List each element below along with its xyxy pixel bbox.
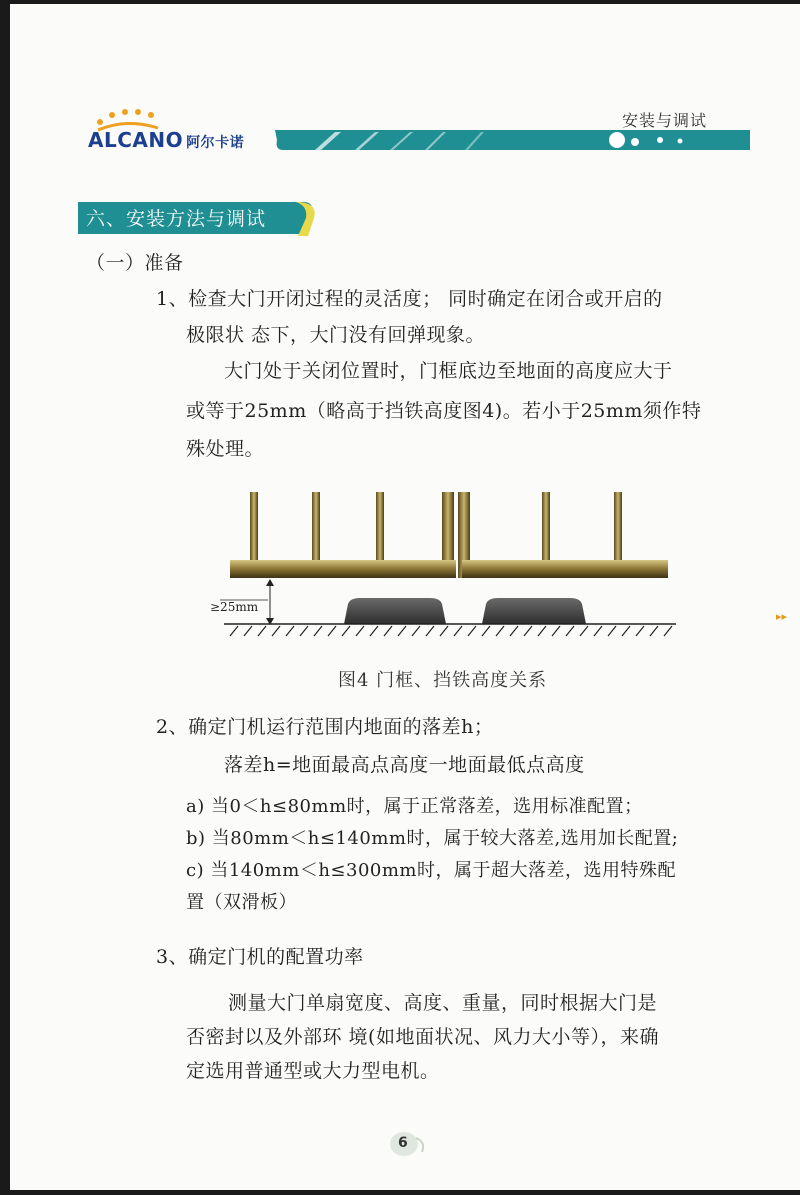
header-title: 安装与调试 <box>622 111 708 130</box>
item2-case-c2: 置（双滑板） <box>186 892 297 913</box>
figure-caption: 图4 门框、挡铁高度关系 <box>338 670 548 691</box>
header-decorative-bar <box>275 128 750 152</box>
item2-case-a: a) 当0＜h≤80mm时，属于正常落差，选用标准配置； <box>186 796 643 817</box>
logo-latin: ALCANO <box>88 128 184 152</box>
item3-title: 3、确定门机的配置功率 <box>156 946 364 968</box>
item3-line3: 定选用普通型或大力型电机。 <box>186 1060 440 1082</box>
item2-case-b: b) 当80mm＜h≤140mm时，属于较大落差,选用加长配置; <box>186 828 679 849</box>
dimension-label: ≥25mm <box>210 600 259 614</box>
item2-formula: 落差h=地面最高点高度一地面最低点高度 <box>224 754 585 776</box>
item1-para-line1: 大门处于关闭位置时，门框底边至地面的高度应大于 <box>224 360 673 382</box>
item1-line2: 极限状 态下，大门没有回弹现象。 <box>186 324 486 346</box>
item3-line2: 否密封以及外部环 境(如地面状况、风力大小等），来确 <box>186 1026 659 1048</box>
logo-chinese: 阿尔卡诺 <box>186 135 245 151</box>
item3-line1: 测量大门单扇宽度、高度、重量，同时根据大门是 <box>228 992 658 1014</box>
logo-wordmark <box>88 128 244 152</box>
document-page <box>10 4 800 1190</box>
subsection-heading: （一）准备 <box>86 252 184 274</box>
side-marker-icon: ▸▸ <box>776 610 788 623</box>
alcano-logo <box>88 106 288 156</box>
item1-para-line3: 殊处理。 <box>186 438 265 460</box>
section-title: 六、安装方法与调试 <box>86 208 267 230</box>
item1-line1: 1、检查大门开闭过程的灵活度； 同时确定在闭合或开启的 <box>156 288 663 310</box>
item2-title: 2、确定门机运行范围内地面的落差h； <box>156 716 494 738</box>
item2-case-c1: c) 当140mm＜h≤300mm时，属于超大落差，选用特殊配 <box>186 860 676 881</box>
item1-para-line2: 或等于25mm（略高于挡铁高度图4)。若小于25mm须作特 <box>186 400 702 422</box>
page-number: 6 <box>398 1135 408 1151</box>
page-number-badge <box>388 1130 428 1158</box>
gate-frame-stopper-figure <box>220 488 680 648</box>
